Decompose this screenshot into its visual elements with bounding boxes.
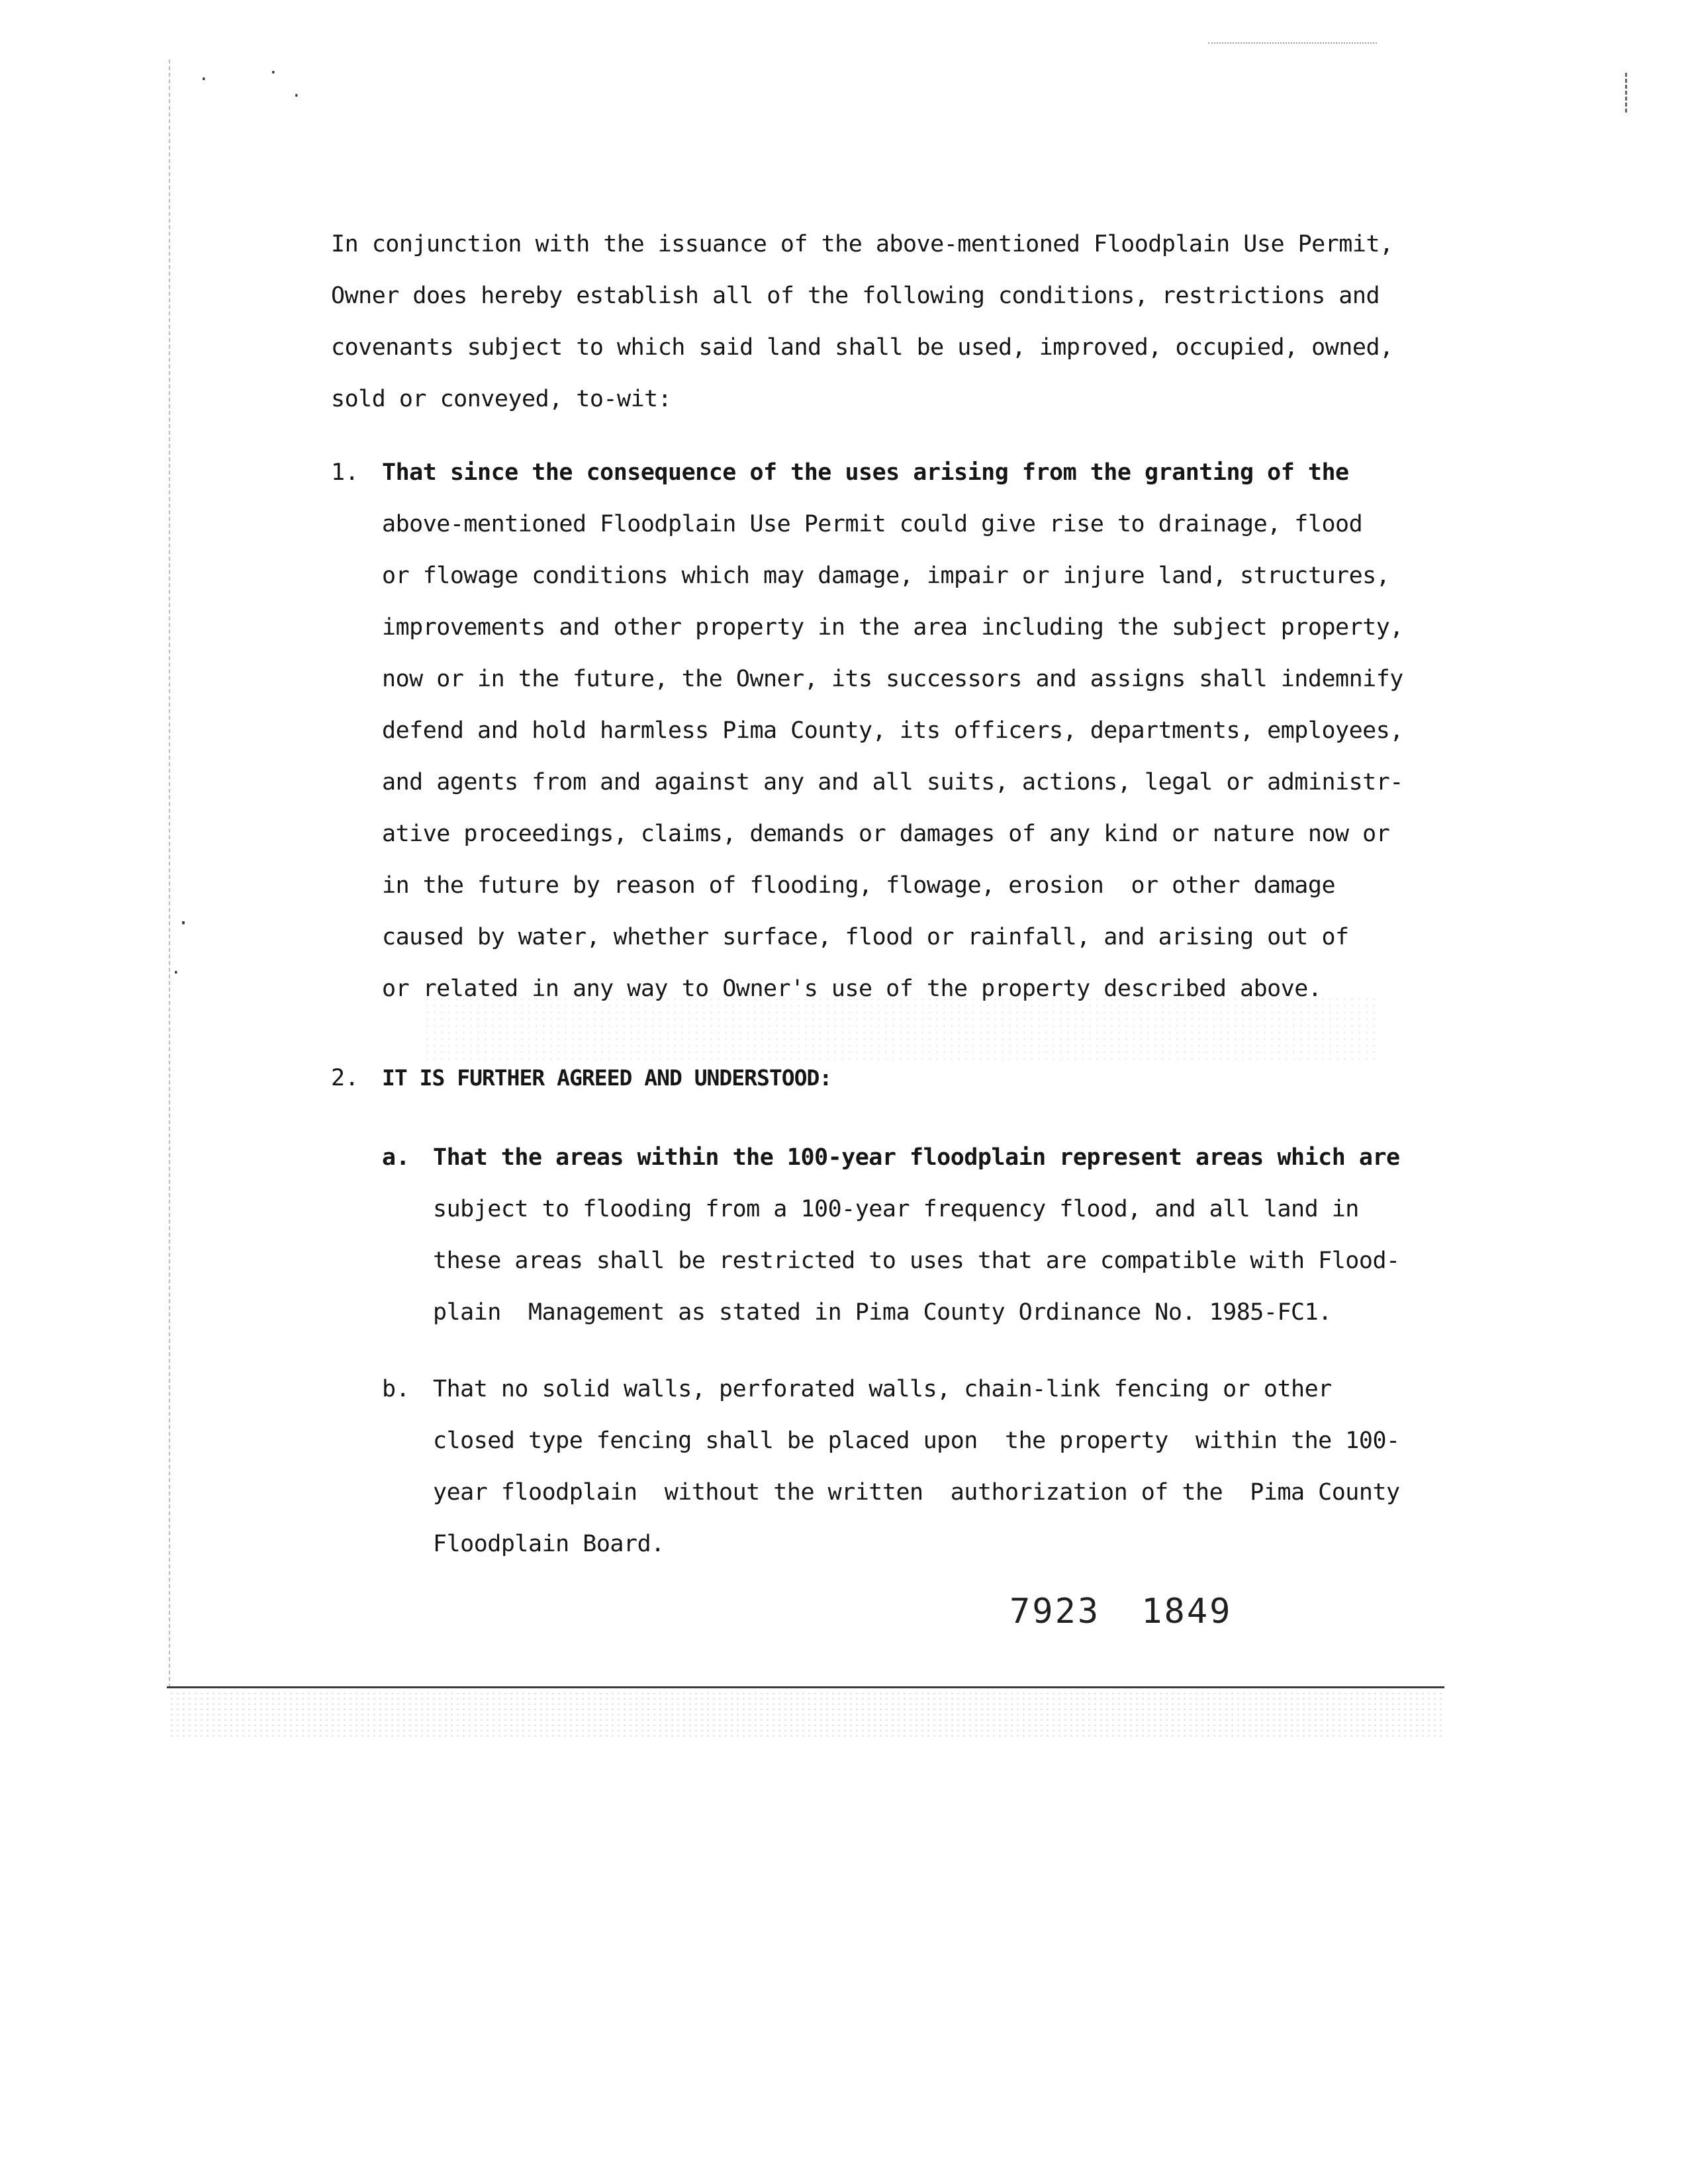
condition-line: now or in the future, the Owner, its successors and assigns shall indemnify [382,666,1403,692]
intro-line: sold or conveyed, to-wit: [331,386,672,412]
condition-line: improvements and other property in the area including the subject property, [382,614,1403,641]
condition-line: plain Management as stated in Pima County Ordinance No. 1985-FC1. [433,1299,1332,1326]
condition-line: or flowage conditions which may damage, impair or injure land, structures, [382,563,1390,589]
scan-mark-top [1208,42,1377,45]
subcondition-letter: a. [382,1144,410,1171]
recording-number [1009,1592,1232,1631]
scan-speck: · [291,86,302,106]
subcondition-letter: b. [382,1376,410,1402]
scan-mark-side [1625,73,1630,113]
condition-line: That the areas within the 100-year floodplain represent areas which are [433,1144,1400,1171]
condition-2b-body [433,1363,1400,1570]
bottom-rule [167,1686,1444,1688]
condition-1-body [382,447,1403,1015]
condition-number: 1. [331,459,359,486]
condition-2-heading: IT IS FURTHER AGREED AND UNDERSTOOD: [382,1065,832,1091]
book-number: 7923 [1009,1592,1101,1631]
scan-speck: · [171,963,181,983]
scan-speck: · [268,63,279,83]
intro-line: covenants subject to which said land shall be used, improved, occupied, owned, [331,334,1393,361]
condition-line: closed type fencing shall be placed upon the property within the 100- [433,1428,1400,1454]
intro-line: Owner does hereby establish all of the following conditions, restrictions and [331,283,1380,309]
condition-line: in the future by reason of flooding, flowage, erosion or other damage [382,872,1336,899]
intro-line: In conjunction with the issuance of the above-mentioned Floodplain Use Permit, [331,231,1393,257]
condition-line: subject to flooding from a 100-year frequency flood, and all land in [433,1196,1359,1222]
condition-line: above-mentioned Floodplain Use Permit could give rise to drainage, flood [382,511,1363,537]
condition-line: That since the consequence of the uses arising from the granting of the [382,459,1349,486]
condition-line: year floodplain without the written authorization of the Pima County [433,1479,1400,1506]
condition-line: ative proceedings, claims, demands or damages of any kind or nature now or [382,821,1390,847]
scan-margin-line [169,60,171,1688]
scan-speck: · [177,912,190,935]
condition-line: That no solid walls, perforated walls, chain-link fencing or other [433,1376,1332,1402]
condition-line: Floodplain Board. [433,1531,665,1557]
condition-number: 2. [331,1065,359,1091]
condition-line: defend and hold harmless Pima County, its officers, departments, employees, [382,717,1403,744]
condition-line: these areas shall be restricted to uses that are compatible with Flood- [433,1248,1400,1274]
scan-noise [169,1691,1443,1739]
condition-line: caused by water, whether surface, flood or rainfall, and arising out of [382,924,1349,950]
condition-line: and agents from and against any and all suits, actions, legal or administr- [382,769,1403,796]
condition-line: or related in any way to Owner's use of the property described above. [382,976,1322,1002]
page-number: 1849 [1141,1592,1233,1631]
intro-paragraph [331,218,1393,425]
scan-speck: · [199,69,209,89]
condition-2a-body [433,1132,1400,1338]
